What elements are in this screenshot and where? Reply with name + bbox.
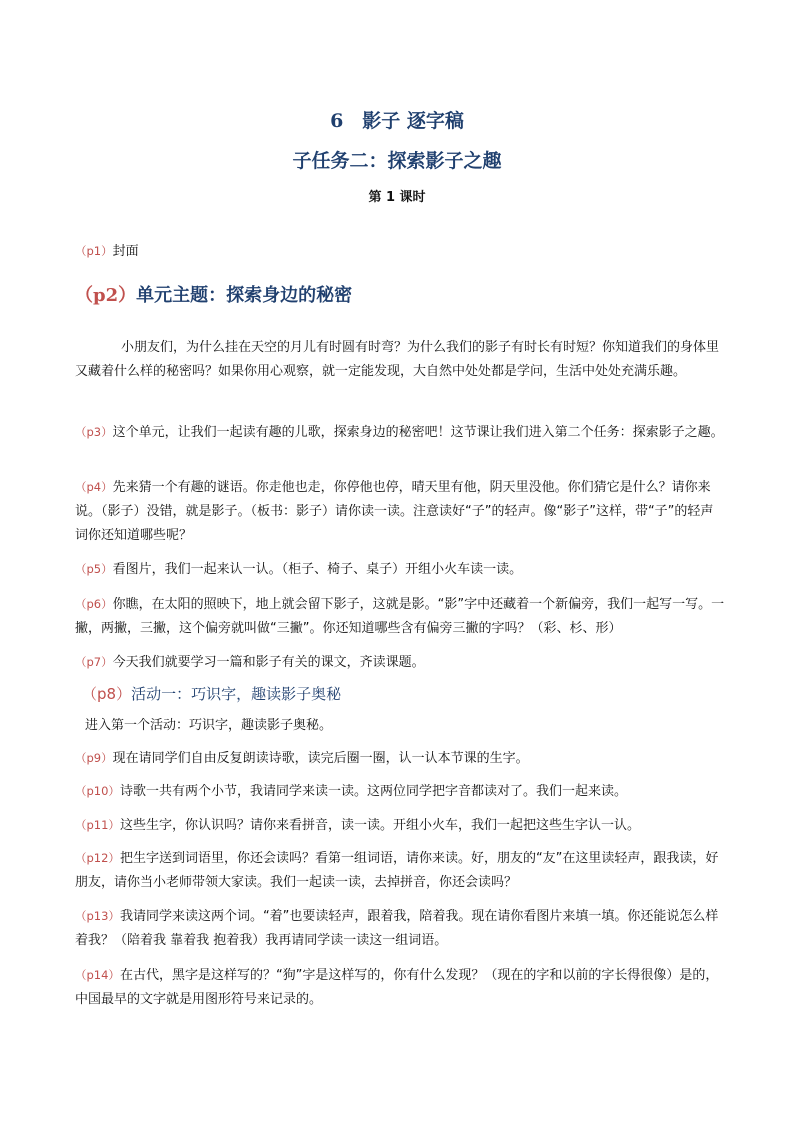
paragraph-p10 (75, 779, 725, 804)
paragraph-text: 把生字送到词语里，你还会读吗？看第一组词语，请你来读。好，朋友的“友”在这里读轻声，跟我读，好朋友，请你当小老师带领大家读。我们一起读一读，去掉拼音，你还会读吗？ (75, 851, 719, 890)
paragraph-text: 在古代，黑字是这样写的？“狗”字是这样写的，你有什么发现？（现在的字和以前的字长得很像）是的，中国最早的文字就是用图形符号来记录的。 (75, 968, 719, 1007)
document-subtitle: 子任务二：探索影子之趣 (292, 150, 502, 172)
section-heading-p2 (75, 281, 352, 307)
lesson-label: 第 1 课时 (368, 190, 426, 205)
section-title: 单元主题：探索身边的秘密 (136, 285, 353, 306)
paragraph-text: 这个单元，让我们一起读有趣的儿歌，探索身边的秘密吧！这节课让我们进入第二个任务：探索影子之趣。 (112, 425, 724, 440)
section-tag: （p2） (75, 285, 137, 306)
page-tag: （p14） (75, 968, 120, 982)
paragraph-p7 (75, 650, 725, 675)
section-tag: （p8） (82, 685, 132, 703)
page-p1 (75, 239, 725, 264)
paragraph-p6 (75, 592, 725, 641)
paragraph-p3 (75, 420, 725, 445)
section-title: 活动一：巧识字，趣读影子奥秘 (131, 685, 342, 703)
page-tag: （p10） (75, 784, 120, 798)
paragraph-text: 我请同学来读这两个词。“着”也要读轻声，跟着我，陪着我。现在请你看图片来填一填。你还能说怎么样着我？（陪着我 靠着我 抱着我）我再请同学读一读这一组词语。 (75, 909, 719, 948)
paragraph-text: 看图片，我们一起来认一认。（柜子、椅子、桌子）开组小火车读一读。 (112, 562, 523, 577)
section-heading-p8 (82, 683, 341, 704)
paragraph-p13 (75, 904, 725, 953)
paragraph-p5 (75, 557, 725, 582)
page-text: 封面 (112, 244, 139, 259)
page-tag: （p6） (75, 597, 113, 611)
paragraph-text: 先来猜一个有趣的谜语。你走他也走，你停他也停，晴天里有他，阴天里没他。你们猜它是什么？请你来说。（影子）没错，就是影子。（板书：影子）请你读一读。注意读好“子”的轻声。像“影子”这样，带“子”的轻声词你还知道哪些呢？ (75, 480, 714, 543)
paragraph-p12 (75, 846, 725, 895)
paragraph-text: 这些生字，你认识吗？请你来看拼音，读一读。开组小火车，我们一起把这些生字认一认。 (119, 818, 640, 833)
paragraph-text: 你瞧，在太阳的照映下，地上就会留下影子，这就是影。“影”字中还藏着一个新偏旁，我们一起写一写。一撇，两撇，三撇，这个偏旁就叫做“三撇”。你还知道哪些含有偏旁三撇的字吗？（彩、杉、形） (75, 597, 725, 636)
p8-intro: 进入第一个活动：巧识字，趣读影子奥秘。 (85, 718, 333, 733)
page-tag: （p4） (75, 480, 113, 494)
page-tag: （p1） (75, 244, 113, 258)
page-tag: （p9） (75, 751, 113, 765)
page-tag: （p7） (75, 655, 113, 669)
page-tag: （p5） (75, 562, 113, 576)
paragraph-text: 现在请同学们自由反复朗读诗歌，读完后圈一圈，认一认本节课的生字。 (112, 751, 529, 766)
page-tag: （p13） (75, 909, 120, 923)
page-tag: （p11） (75, 818, 120, 832)
paragraph-text: 今天我们就要学习一篇和影子有关的课文，齐读课题。 (112, 655, 425, 670)
paragraph-p11 (75, 813, 725, 838)
paragraph-text: 诗歌一共有两个小节，我请同学来读一读。这两位同学把字音都读对了。我们一起来读。 (119, 784, 627, 799)
document-title: 6 影子 逐字稿 (330, 110, 464, 132)
page-tag: （p12） (75, 851, 120, 865)
paragraph-p4 (75, 475, 725, 548)
paragraph-p14 (75, 963, 725, 1012)
paragraph-p9 (75, 746, 725, 771)
page-tag: （p3） (75, 425, 113, 439)
intro-paragraph: 小朋友们，为什么挂在天空的月儿有时圆有时弯？为什么我们的影子有时长有时短？你知道我们的身体里又藏着什么样的秘密吗？如果你用心观察，就一定能发现，大自然中处处都是学问，生活中处处充满乐趣。 (75, 340, 720, 379)
